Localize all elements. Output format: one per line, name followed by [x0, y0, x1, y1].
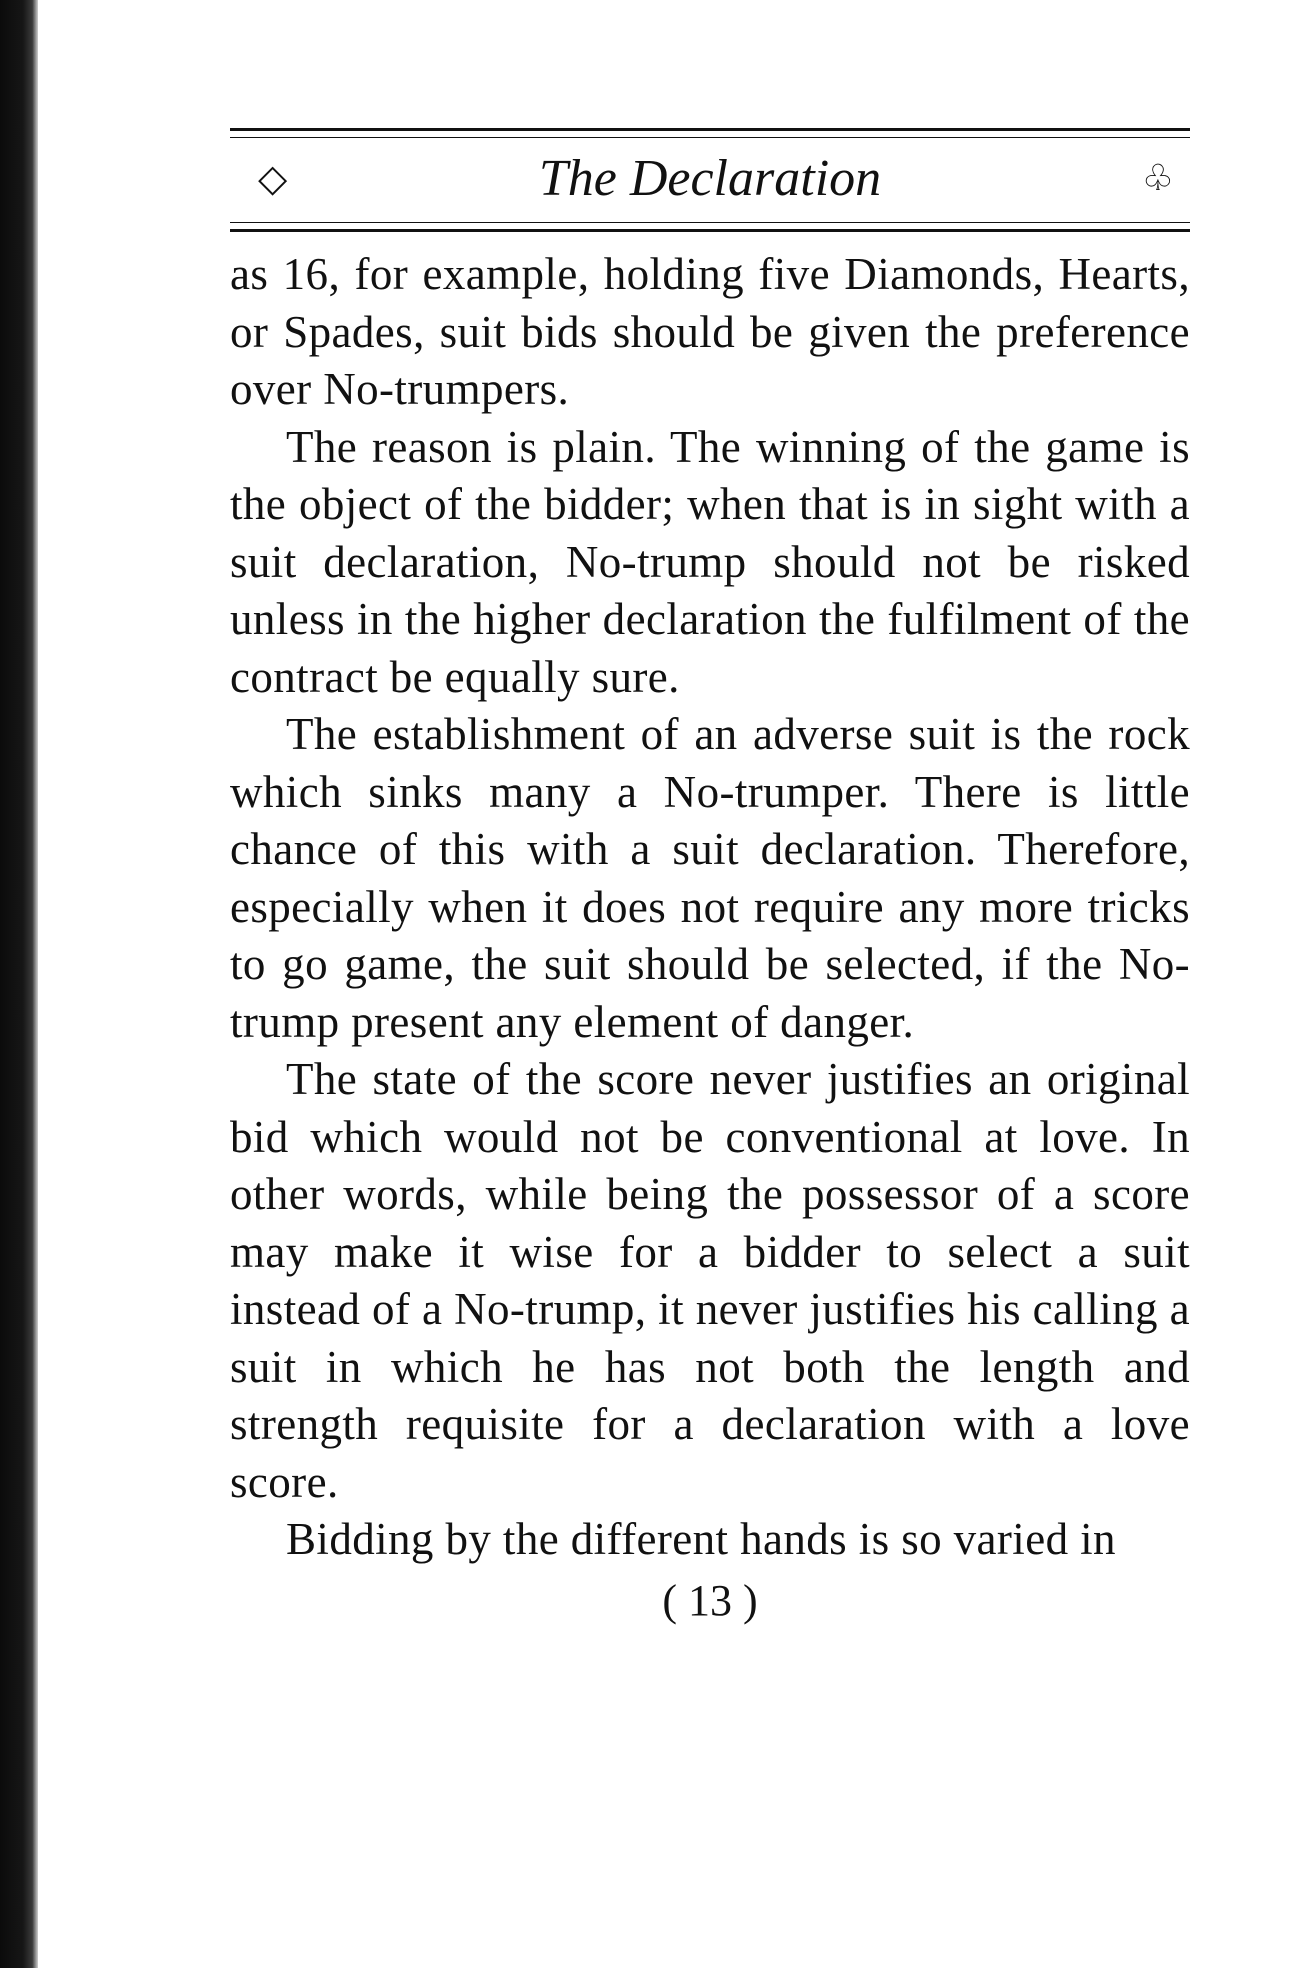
book-page — [230, 128, 1190, 1623]
paragraph: The establishment of an adverse suit is the rock which sinks many a No-trumper. There is little chance of this with a suit declaration. Therefore, especially when it does not require any more tricks to go game, the suit should be selected, if the No-trump present any element of danger. — [230, 709, 1190, 1047]
paragraph: as 16, for example, holding five Diamonds, Hearts, or Spades, suit bids should be given the preference over No-trumpers. — [230, 249, 1190, 414]
page-title: The Declaration — [538, 150, 882, 207]
running-head — [230, 138, 1190, 222]
paragraph: Bidding by the different hands is so varied in — [286, 1514, 1116, 1564]
diamond-icon: ◇ — [258, 158, 288, 200]
page-number: ( 13 ) — [662, 1575, 758, 1625]
body-text — [230, 246, 1190, 1569]
header-rule — [230, 222, 1190, 223]
header-rule — [230, 128, 1190, 131]
scan-binding-edge — [0, 0, 38, 1968]
paragraph: The reason is plain. The winning of the game is the object of the bidder; when that is in sight with a suit declaration, No-trump should not be risked unless in the higher declaration the fulfilment of the contract be equally sure. — [230, 421, 1190, 702]
header-rule — [230, 229, 1190, 232]
paragraph: The state of the score never justifies an original bid which would not be conventional at love. In other words, while being the possessor of a score may make it wise for a bidder to select a suit instead of a No-trump, it never justifies his calling a suit in which he has not both the length and strength requisite for a declaration with a love score. — [230, 1054, 1190, 1507]
club-icon: ♧ — [1141, 158, 1174, 198]
